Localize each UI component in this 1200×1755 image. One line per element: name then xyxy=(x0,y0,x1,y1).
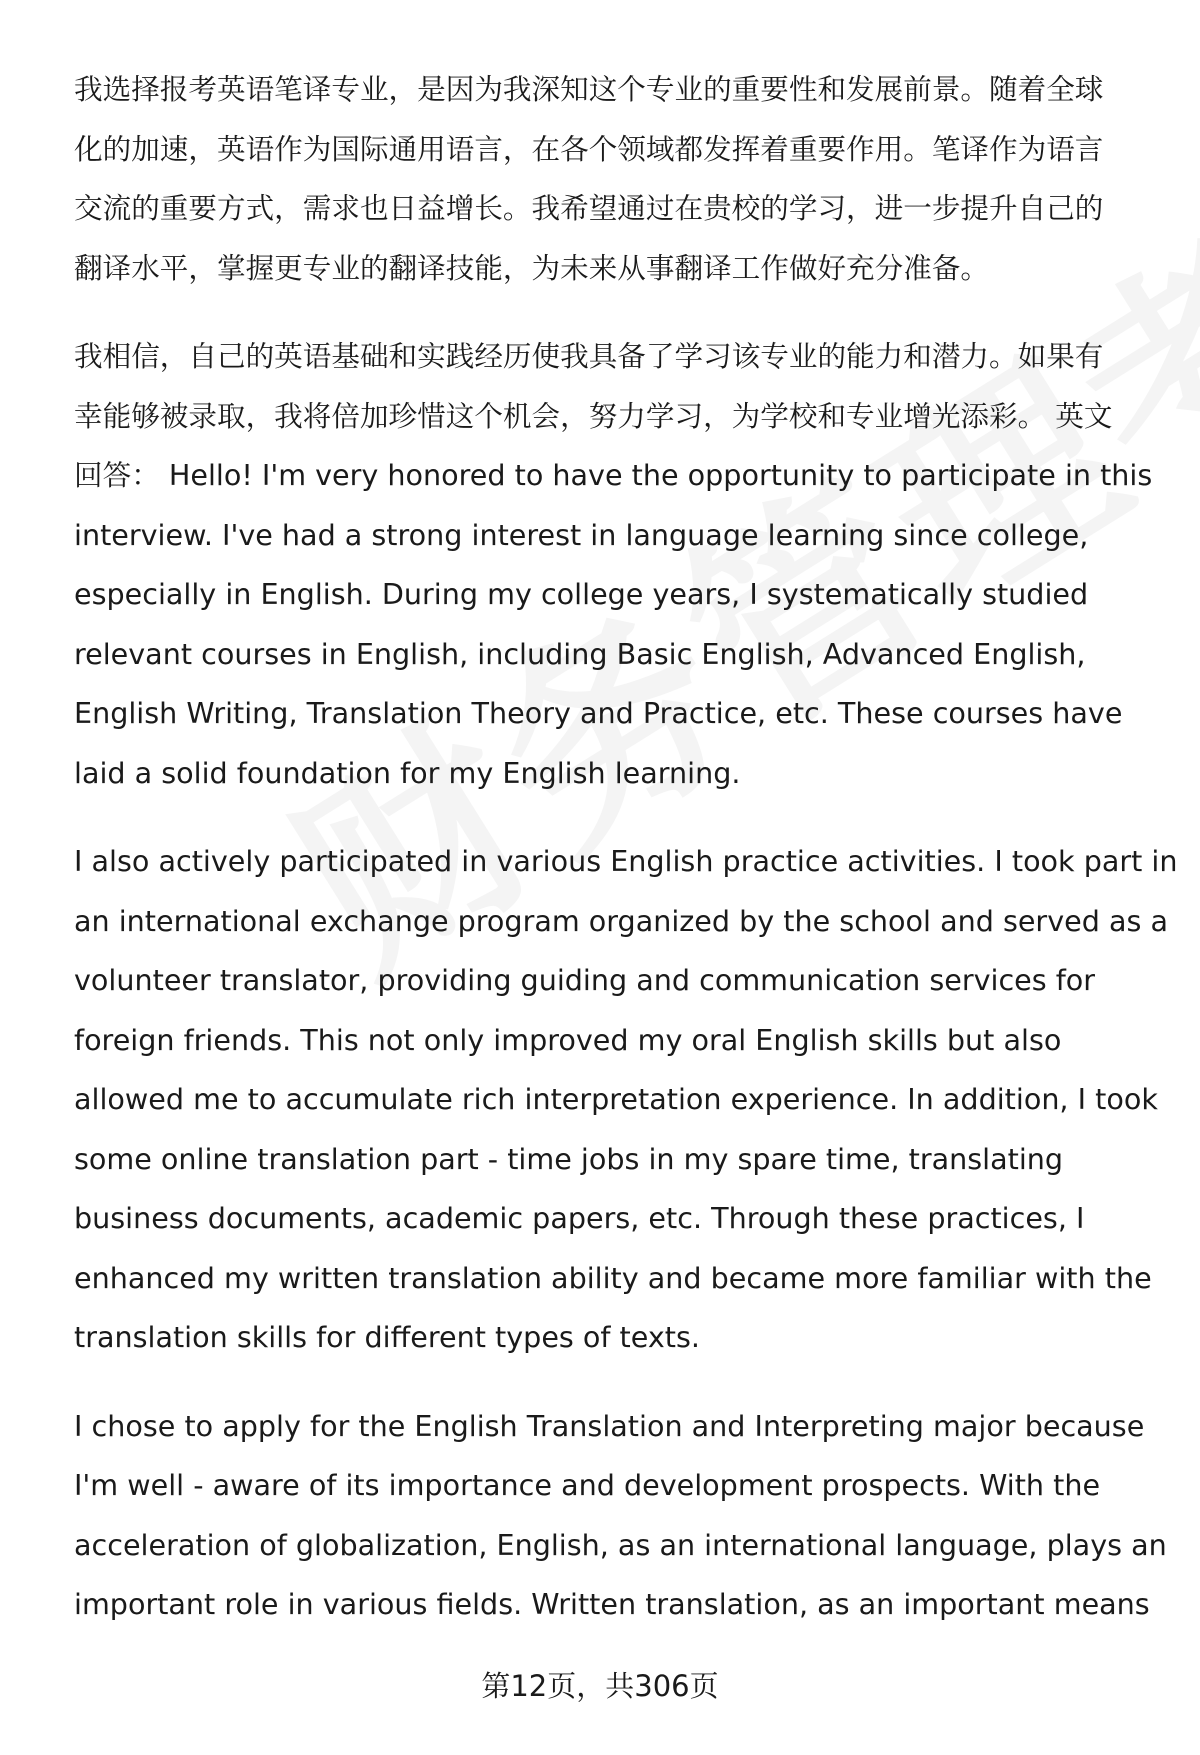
text-line: enhanced my written translation ability and became more familiar with the xyxy=(74,1260,1152,1295)
text-line: allowed me to accumulate rich interpretation experience. In addition, I took xyxy=(74,1082,1158,1116)
text-line: 回答： Hello! I'm very honored to have the opportunity to participate in this xyxy=(74,458,1153,492)
text-line: 我选择报考英语笔译专业，是因为我深知这个专业的重要性和发展前景。随着全球 xyxy=(74,72,1104,106)
text-line: interview. I've had a strong interest in language learning since college, xyxy=(74,517,1089,552)
text-line: foreign friends. This not only improved my oral English skills but also xyxy=(74,1022,1062,1057)
paragraph-1 xyxy=(74,60,1154,298)
text-line: laid a solid foundation for my English learning. xyxy=(74,755,741,790)
text-line: volunteer translator, providing guiding and communication services for xyxy=(74,963,1096,997)
text-line: 幸能够被录取，我将倍加珍惜这个机会，努力学习，为学校和专业增光添彩。 英文 xyxy=(74,398,1113,433)
text-line: I chose to apply for the English Translation and Interpreting major because xyxy=(74,1408,1145,1443)
text-line: important role in various fields. Written translation, as an important means xyxy=(74,1587,1150,1621)
text-line: 交流的重要方式，需求也日益增长。我希望通过在贵校的学习，进一步提升自己的 xyxy=(74,191,1104,225)
text-line: relevant courses in English, including Basic English, Advanced English, xyxy=(74,636,1086,671)
text-line: especially in English. During my college years, I systematically studied xyxy=(74,577,1089,611)
text-line: English Writing, Translation Theory and Practice, etc. These courses have xyxy=(74,696,1123,730)
text-line: I also actively participated in various English practice activities. I took part in xyxy=(74,844,1178,878)
text-line: 我相信，自己的英语基础和实践经历使我具备了学习该专业的能力和潜力。如果有 xyxy=(74,339,1104,373)
page-number: 第12页，共306页 xyxy=(481,1669,719,1703)
paragraph-3 xyxy=(74,832,1178,1368)
text-line: some online translation part - time jobs in my spare time, translating xyxy=(74,1141,1064,1176)
paragraph-4 xyxy=(74,1397,1167,1635)
document-page xyxy=(74,60,1178,1660)
text-line: business documents, academic papers, etc. Through these practices, I xyxy=(74,1201,1085,1235)
text-line: 化的加速，英语作为国际通用语言，在各个领域都发挥着重要作用。笔译作为语言 xyxy=(74,131,1104,166)
text-line: acceleration of globalization, English, as an international language, plays an xyxy=(74,1527,1167,1562)
text-line: 翻译水平，掌握更专业的翻译技能，为未来从事翻译工作做好充分准备。 xyxy=(74,250,990,285)
paragraph-2 xyxy=(74,327,1154,803)
text-line: an international exchange program organized by the school and served as a xyxy=(74,903,1168,938)
text-line: translation skills for different types of texts. xyxy=(74,1320,700,1354)
text-line: I'm well - aware of its importance and development prospects. With the xyxy=(74,1468,1101,1502)
